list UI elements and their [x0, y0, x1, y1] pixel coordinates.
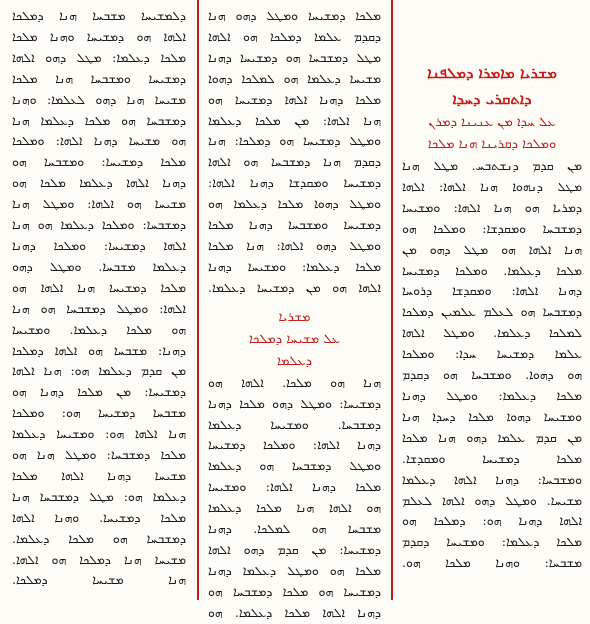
- text-line: ܐܠܗܐ ܕܗܢܐ ܗܘ: ܕܡܠܟܐ ܗܘ: [402, 513, 582, 529]
- text-line: ܡܠܟܐ ܕܡܫܒܚܐ: ܘܡܛܠ ܗܢܐ ܗܘ: [12, 447, 186, 463]
- text-line: ܐܠܗܐ ܗܘ ܡܢ ܕܡܫܝܚܐ ܕܥܠܡܐ.: [208, 279, 381, 295]
- text-line: ܡܠܟܐ ܕܡܫܝܚܐ: ܘܡܫܒܚܐ ܗܘ: [12, 154, 186, 170]
- text-line: ܡܠܟܐ ܕܥܠܡܐ: ܘܡܫܝܚܐ ܕܩܕܡ: [402, 534, 582, 550]
- text-line: ܘܡܫܒܚܐ: ܕܗܢܐ ܐܠܗܐ ܕܥܠܡܐ: [402, 471, 582, 487]
- text-line: ܕܠܡܫܝܚܐ ܡܫܒܚܐ ܗܢܐ ܕܡܠܟܐ: [12, 8, 186, 23]
- text-line: ܕܡܫܝܚܐ: ܡܢ ܩܕܡ ܕܗܘ ܐܠܗܐ: [208, 541, 381, 557]
- column-right: [394, 0, 590, 600]
- text-line: ܡܫܝܚܐ. ܘܡܛܠ ܕܗܘ ܐܠܗܐ ܠܥܠܡ: [402, 492, 582, 508]
- text-line: ܕܡܫܝܚܐ: ܡܢ ܡܠܟܐ ܕܗܢܐ ܗܘ: [12, 384, 186, 400]
- text-line: ܗܘ ܡܠܟܐ ܕܥܠܡܐ. ܘܡܫܝܚܐ: [12, 321, 186, 337]
- text-line: ܕܡܫܝܚܐ ܗܘ ܡܠܟܐ ܕܡܫܒܚܐ ܗܘ: [208, 583, 381, 599]
- text-line: ܡܠܟܐ ܗܘ ܘܡܛܠ ܕܥܠܡܐ ܕܗܢܐ: [208, 562, 381, 578]
- text-line: ܡܫܝܚܐ ܗܘ ܐܠܗܐ: ܘܡܛܠ ܗܢܐ: [12, 196, 186, 212]
- text-line: ܕܩܕܡ ܥܠܡܐ ܕܡܠܟܐ ܗܘ ܐܠܗܐ: [208, 28, 381, 44]
- text-line: ܘܡܛܠ ܕܡܫܝܚܐ ܗܘ ܕܡܠܟܐ: ܗܢܐ: [208, 133, 381, 149]
- text-line: ܕܗܢܐ ܐܠܗܐ: ܘܡܠܟܐ ܕܡܫܝܚܐ: [208, 437, 381, 453]
- rubric-subtitle: ܥܠ ܚܕܐ ܡܢ ܥܢܝܢܐ ܕܡܪܢ: [428, 115, 556, 130]
- text-line: ܗܢܐ ܐܠܗܐ ܗܘ ܡܛܠ ܕܗܘ ܡܢ: [402, 241, 582, 257]
- text-line: ܡܠܟܐ ܕܥܠܡܐ: ܘܡܫܝܚܐ ܕܗܢܐ: [208, 258, 381, 274]
- text-line: ܕܡܪܝܐ ܗܘ ܗܢܐ ܐܠܗܐ: ܘܡܫܝܚܐ: [402, 199, 582, 215]
- text-line: ܕܡܫܝܚܐ ܘܡܩܕܫܐ ܕܗܢܐ ܐܠܗܐ:: [208, 175, 381, 191]
- text-line: ܗܢܐ ܐܠܗܐ ܗܘ: ܘܡܫܝܚܐ ܕܥܠܡܐ: [12, 426, 186, 442]
- text-line: ܡܛܠ ܕܡܫܒܚܐ ܗܘ ܕܡܫܝܚܐ ܕܗܢܐ: [208, 49, 381, 65]
- text-line: ܕܡܫܒܚܐ ܗܘ ܡܠܟܐ ܕܥܠܡܐ ܗܢܐ: [12, 112, 186, 128]
- text-line: ܡܠܟܐ ܕܡܫܝܚܐ ܘܡܩܕܫܐ.: [402, 450, 582, 466]
- text-line: ܘܡܛܠ ܕܗܘܐ ܡܠܟܐ ܕܥܠܡܐ ܗܘ: [208, 196, 381, 212]
- text-line: ܗܘ ܐܠܗܐ ܗܢܐ ܡܠܟܐ ܕܥܠܡܐ: [208, 500, 381, 516]
- text-line: ܡܛܠ ܕܢܗܘܐ ܗܢܐ ܐܠܗܐ: ܐܠܗܐ: [402, 178, 582, 194]
- text-line: ܡܠܟܐ ܕܗܢܐ ܐܠܗܐ: ܘܡܫܝܚܐ: [208, 479, 381, 495]
- text-line: ܐܠܗܐ: ܘܡܛܠ ܕܡܫܒܚܐ ܗܘ ܗܢܐ: [12, 300, 186, 316]
- column-divider: [197, 0, 199, 600]
- column-left: [0, 0, 196, 600]
- text-line: ܕܡܫܒܚܐ ܘܡܩܕܫܐ: ܘܡܠܟܐ ܗܘ: [402, 220, 582, 236]
- text-line: ܡܫܝܚܐ ܗܢܐ ܕܡܠܟܐ ܗܘ ܐܠܗܐ.: [12, 551, 186, 567]
- text-line: ܐܠܗܐ ܕܡܫܝܚܐ: ܘܡܠܟܐ ܕܗܢܐ: [12, 237, 186, 253]
- text-line: ܗܢܐ ܐܠܗܐ: ܡܢ ܡܠܟܐ ܕܥܠܡܐ: [208, 112, 381, 128]
- rubric-heading: ܡܫܪܝܐ: [278, 309, 311, 325]
- text-line: ܐܠܗܐ ܗܘ ܕܡܫܝܚܐ ܘܗܢܐ ܡܠܟܐ: [12, 28, 186, 44]
- text-line: ܡܠܟܐ ܕܡܫܝܚܐ. ܘܗܢܐ ܐܠܗܐ: [12, 509, 186, 525]
- text-line: ܗܢܐ ܡܫܝܚܐ ܕܡܠܟܐ.: [12, 572, 186, 588]
- text-line: ܡܫܒܚܐ ܕܡܫܝܚܐ ܗܘ: ܘܡܠܟܐ: [12, 405, 186, 421]
- text-line: ܡܠܟܐ ܕܥܠܡܐ: ܘܡܛܠ ܕܗܢܐ: [402, 387, 582, 403]
- rubric-heading: ܥܠ ܡܫܝܚܐ ܕܡܠܟܐ: [248, 331, 341, 347]
- text-line: ܕܡܫܝܚܐ ܘܡܫܒܚܐ ܕܗܢܐ ܡܠܟܐ: [208, 217, 381, 233]
- text-line: ܡܠܟܐ ܕܥܠܡܐ: ܡܛܠ ܕܗܘ ܐܠܗܐ: [12, 49, 186, 65]
- text-line: ܕܡܫܝܚܐ ܘܡܫܒܚܐ ܗܢܐ ܡܠܟܐ: [12, 70, 186, 86]
- text-line: ܡܠܟܐ ܕܗܢܐ ܐܠܗܐ ܕܡܫܝܚܐ ܗܘ: [208, 91, 381, 107]
- text-line: ܕܡܫܒܚܐ ܗܘ ܡܠܟܐ ܕܥܠܡܐ.: [12, 530, 186, 546]
- rubric-title: ܡܫܪܝܐ ܡܐܡܪܐ ܕܡܠܦܢܐ: [427, 64, 557, 82]
- text-line: ܘܡܛܠ ܕܗܘ ܐܠܗܐ: ܗܢܐ ܡܠܟܐ: [208, 237, 381, 253]
- text-line: ܡܫܒܚܐ ܗܘ ܠܡܠܟܐ. ܕܗܢܐ: [208, 521, 381, 537]
- text-line: ܗܢܐ ܗܘ ܡܠܟܐ. ܐܠܗܐ ܗܘ: [208, 374, 381, 390]
- text-line: ܥܠܡܐ ܕܡܫܝܚܐ ܚܕܐ: ܘܡܠܟܐ: [402, 346, 582, 362]
- text-line: ܡܢ ܩܕܡ ܥܠܡܐ ܕܗܘ ܗܢܐ ܡܠܟܐ: [402, 429, 582, 445]
- text-line: ܕܡܫܒܚܐ: ܘܡܠܟܐ ܕܥܠܡܐ ܗܘ ܗܢܐ: [12, 217, 186, 233]
- text-line: ܕܡܫܝܚܐ: ܘܡܛܠ ܕܗܘ ܡܠܟܐ ܕܗܢܐ: [208, 395, 381, 411]
- text-line: ܠܡܠܟܐ ܕܥܠܡܐ. ܘܡܛܠ ܐܠܗܐ: [402, 325, 582, 341]
- rubric-heading: ܕܥܠܡܐ: [276, 353, 313, 369]
- text-line: ܕܡܫܒܚܐ ܗܘ ܠܥܠܡ ܥܠܡܝܢ ܕܡܠܟܐ: [402, 304, 582, 320]
- text-line: ܕܥܠܡܐ ܡܫܒܚܐ. ܘܡܛܠ ܕܗܘ: [12, 258, 186, 274]
- text-line: ܗܘ ܡܫܝܚܐ ܕܗܢܐ ܐܠܗܐ: ܘܡܠܟܐ: [12, 133, 186, 149]
- text-line: ܕܩܕܡ ܗܢܐ ܕܡܫܒܚܐ ܗܘ ܐܠܗܐ: [208, 154, 381, 170]
- text-line: ܘܡܫܝܚܐ ܕܗܘܐ ܡܠܟܐ ܕܚܕܐ ܗܢܐ: [402, 408, 582, 424]
- text-line: ܕܗܢܐ ܐܠܗܐ ܡܠܟܐ ܕܥܠܡܐ. ܗܘ: [208, 604, 381, 620]
- text-line: ܕܗܢܐ ܐܠܗܐ: ܘܡܩܕܫܐ ܕܪܘܚܐ: [402, 283, 582, 299]
- column-divider: [391, 0, 393, 600]
- text-line: ܡܠܟܐ ܕܡܫܝܚܐ ܗܢܐ ܐܠܗܐ ܗܘ: [12, 279, 186, 295]
- text-line: ܡܢ ܩܕܡ ܕܥܠܡܐ ܗܘ: ܗܢܐ ܐܠܗܐ: [12, 363, 186, 379]
- text-line: ܘܡܛܠ ܕܡܫܒܚܐ ܗܘ ܕܥܠܡܐ: [208, 458, 381, 474]
- text-line: ܡܫܝܚܐ ܗܢܐ ܕܗܘ ܠܥܠܡܐ: ܘܗܢܐ: [12, 91, 186, 107]
- text-line: ܡܠܟܐ ܕܡܫܝܚܐ ܘܡܛܠ ܕܗܘ ܗܢܐ: [208, 8, 381, 23]
- text-line: ܡܫܝܚܐ ܕܗܢܐ ܐܠܗܐ ܡܠܟܐ: [12, 467, 186, 483]
- text-line: ܕܥܠܡܐ ܗܘ: ܡܛܠ ܕܡܫܒܚܐ ܗܢܐ: [12, 488, 186, 504]
- text-line: ܕܡܫܒܚܐ. ܘܡܫܝܚܐ ܕܥܠܡܐ: [208, 416, 381, 432]
- text-line: ܡܠܟܐ ܕܥܠܡܐ. ܘܡܠܟܐ ܕܡܫܝܚܐ: [402, 262, 582, 278]
- text-line: ܕܗܢܐ: ܡܫܒܚܐ ܗܘ ܐܠܗܐ ܕܡܠܟܐ: [12, 342, 186, 358]
- column-middle: [200, 0, 391, 620]
- rubric-subtitle: ܘܡܠܟܐ ܕܩܪܝܢܐ ܗܢܐ ܡܠܟܐ: [427, 137, 557, 152]
- text-line: ܡܫܒܚܐ: ܘܗܢܐ ܡܠܟܐ ܗܘ.: [402, 555, 582, 571]
- text-line: ܕܗܢܐ ܐܠܗܐ ܕܥܠܡܐ ܡܠܟܐ ܗܘ: [12, 175, 186, 191]
- text-line: ܗܘ ܕܗܘܐ. ܘܡܫܒܚܐ ܗܘ ܕܩܕܡ: [402, 367, 582, 383]
- text-line: ܡܫܝܚܐ ܕܥܠܡܐ ܗܘ ܠܡܠܟܐ ܕܗܘܐ: [208, 70, 381, 86]
- text-line: ܡܢ ܩܕܡ ܕܢܫܬܒܚ. ܡܛܠ ܗܢܐ: [402, 158, 582, 173]
- rubric-title: ܕܐܬܩܪܝ ܕܚܕܐ: [452, 90, 532, 108]
